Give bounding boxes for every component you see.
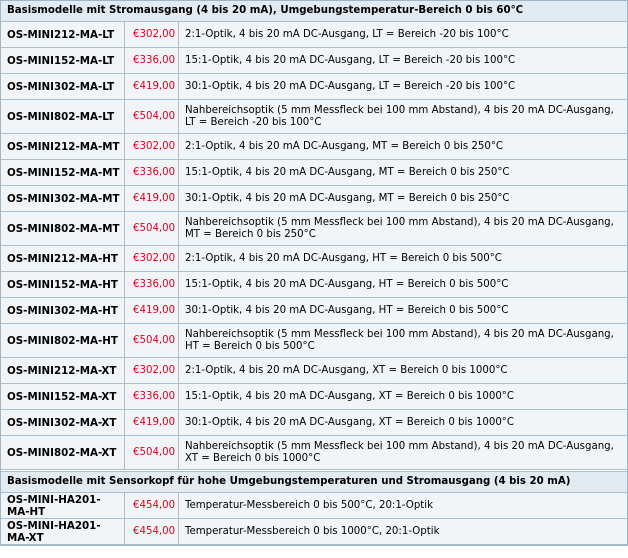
model-description: 30:1-Optik, 4 bis 20 mA DC-Ausgang, LT = Bereich -20 bis 100°C [179,74,627,100]
model-code: OS-MINI802-MA-XT [1,436,125,470]
model-code: OS-MINI212-MA-HT [1,246,125,272]
model-code: OS-MINI802-MA-HT [1,324,125,358]
model-code: OS-MINI302-MA-LT [1,74,125,100]
model-price: €302,00 [125,134,179,160]
model-code: OS-MINI802-MA-LT [1,100,125,134]
table-row [1,519,627,545]
model-description: Nahbereichsoptik (5 mm Messfleck bei 100 mm Abstand), 4 bis 20 mA DC-Ausgang, MT = Bereich 0 bis 250°C [179,212,627,246]
model-description: 30:1-Optik, 4 bis 20 mA DC-Ausgang, MT = Bereich 0 bis 250°C [179,186,627,212]
model-price: €302,00 [125,22,179,48]
table-row [1,100,627,134]
table-row [1,436,627,470]
table-row [1,493,627,519]
model-price: €419,00 [125,74,179,100]
model-code: OS-MINI802-MA-MT [1,212,125,246]
table-row [1,74,627,100]
table-row [1,410,627,436]
model-description: 2:1-Optik, 4 bis 20 mA DC-Ausgang, LT = Bereich -20 bis 100°C [179,22,627,48]
model-description: Nahbereichsoptik (5 mm Messfleck bei 100 mm Abstand), 4 bis 20 mA DC-Ausgang, XT = Bereich 0 bis 1000°C [179,436,627,470]
model-price: €454,00 [125,493,179,519]
model-price: €336,00 [125,384,179,410]
model-price: €504,00 [125,324,179,358]
model-price: €504,00 [125,436,179,470]
section-header [1,1,627,22]
model-price: €419,00 [125,298,179,324]
table-row [1,160,627,186]
model-code: OS-MINI212-MA-XT [1,358,125,384]
model-price: €336,00 [125,160,179,186]
model-description: 2:1-Optik, 4 bis 20 mA DC-Ausgang, MT = Bereich 0 bis 250°C [179,134,627,160]
model-description: 15:1-Optik, 4 bis 20 mA DC-Ausgang, LT = Bereich -20 bis 100°C [179,48,627,74]
model-price: €454,00 [125,519,179,545]
table-row [1,186,627,212]
table-row [1,272,627,298]
model-description: Temperatur-Messbereich 0 bis 1000°C, 20:1-Optik [179,519,627,545]
table-row [1,48,627,74]
table-row [1,298,627,324]
model-code: OS-MINI152-MA-MT [1,160,125,186]
model-code: OS-MINI302-MA-XT [1,410,125,436]
section-header [1,472,627,493]
table-row [1,22,627,48]
table-row [1,324,627,358]
model-price: €504,00 [125,100,179,134]
table-row [1,212,627,246]
model-code: OS-MINI-HA201-MA-HT [1,493,125,519]
model-description: Nahbereichsoptik (5 mm Messfleck bei 100 mm Abstand), 4 bis 20 mA DC-Ausgang, LT = Bereich -20 bis 100°C [179,100,627,134]
model-code: OS-MINI302-MA-MT [1,186,125,212]
model-description: Nahbereichsoptik (5 mm Messfleck bei 100 mm Abstand), 4 bis 20 mA DC-Ausgang, HT = Bereich 0 bis 500°C [179,324,627,358]
model-code: OS-MINI152-MA-LT [1,48,125,74]
model-price: €336,00 [125,48,179,74]
table-row [1,134,627,160]
model-description: 15:1-Optik, 4 bis 20 mA DC-Ausgang, XT = Bereich 0 bis 1000°C [179,384,627,410]
section-title: Basismodelle mit Sensorkopf für hohe Umgebungstemperaturen und Stromausgang (4 bis 20 mA) [1,472,627,493]
model-code: OS-MINI152-MA-HT [1,272,125,298]
model-code: OS-MINI212-MA-MT [1,134,125,160]
model-code: OS-MINI152-MA-XT [1,384,125,410]
table-row [1,358,627,384]
model-price: €336,00 [125,272,179,298]
model-description: 30:1-Optik, 4 bis 20 mA DC-Ausgang, XT = Bereich 0 bis 1000°C [179,410,627,436]
model-price: €302,00 [125,358,179,384]
model-description: Temperatur-Messbereich 0 bis 500°C, 20:1-Optik [179,493,627,519]
table-row [1,384,627,410]
model-price: €302,00 [125,246,179,272]
model-price: €419,00 [125,186,179,212]
model-description: 15:1-Optik, 4 bis 20 mA DC-Ausgang, HT = Bereich 0 bis 500°C [179,272,627,298]
model-code: OS-MINI212-MA-LT [1,22,125,48]
table-row [1,246,627,272]
model-description: 2:1-Optik, 4 bis 20 mA DC-Ausgang, XT = Bereich 0 bis 1000°C [179,358,627,384]
model-code: OS-MINI302-MA-HT [1,298,125,324]
section-title: Basismodelle mit Stromausgang (4 bis 20 mA), Umgebungstemperatur-Bereich 0 bis 60°C [1,1,627,22]
model-price: €419,00 [125,410,179,436]
model-description: 30:1-Optik, 4 bis 20 mA DC-Ausgang, HT = Bereich 0 bis 500°C [179,298,627,324]
model-description: 15:1-Optik, 4 bis 20 mA DC-Ausgang, MT = Bereich 0 bis 250°C [179,160,627,186]
model-code: OS-MINI-HA201-MA-XT [1,519,125,545]
model-price: €504,00 [125,212,179,246]
model-description: 2:1-Optik, 4 bis 20 mA DC-Ausgang, HT = Bereich 0 bis 500°C [179,246,627,272]
